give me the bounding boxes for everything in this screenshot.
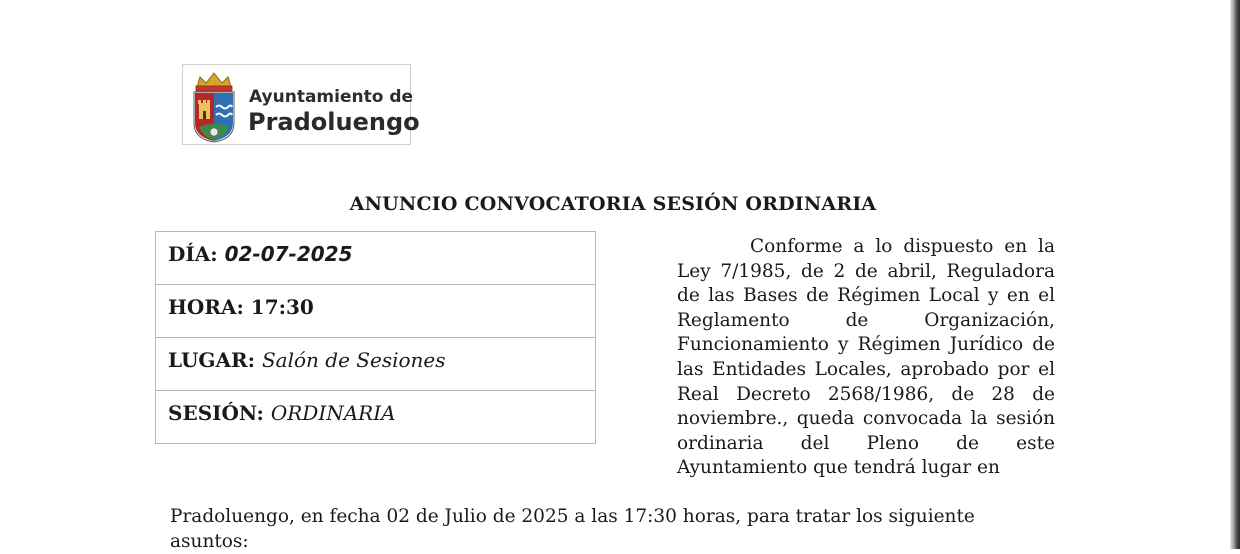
dia-label: DÍA:	[168, 242, 218, 266]
session-info-table	[155, 231, 596, 444]
logo-text-line1: Ayuntamiento de	[249, 87, 414, 107]
sesion-label: SESIÓN:	[168, 401, 264, 425]
dia-value: 02-07-2025	[224, 242, 353, 266]
logo-text-line2: Pradoluengo	[248, 108, 420, 136]
lugar-label: LUGAR:	[168, 348, 256, 372]
document-title: ANUNCIO CONVOCATORIA SESIÓN ORDINARIA	[349, 193, 877, 215]
page-edge-shadow	[1230, 0, 1240, 549]
convocation-paragraph-continuation: Pradoluengo, en fecha 02 de Julio de 2025 a las 17:30 horas, para tratar los siguiente asuntos:	[170, 506, 975, 552]
dia-row	[156, 232, 596, 285]
sesion-row	[156, 391, 596, 444]
lugar-value: Salón de Sesiones	[261, 348, 446, 372]
coat-of-arms-icon	[191, 69, 237, 143]
convocation-paragraph: Conforme a lo dispuesto en la Ley 7/1985, de 2 de abril, Reguladora de las Bases de Régimen Local y en el Reglamento de Organización, Funcionamiento y Régimen Jurídico de las Entidades Locales, aprobado por el Real Decreto 2568/1986, de 28 de noviembre., queda convocada la sesión ordinaria del Pleno de este Ayuntamiento que tendrá lugar en	[677, 236, 1055, 479]
sesion-value: ORDINARIA	[270, 401, 396, 425]
hora-label: HORA: 17:30	[168, 295, 314, 319]
municipality-logo	[182, 64, 420, 145]
lugar-row	[156, 338, 596, 391]
hora-row	[156, 285, 596, 338]
